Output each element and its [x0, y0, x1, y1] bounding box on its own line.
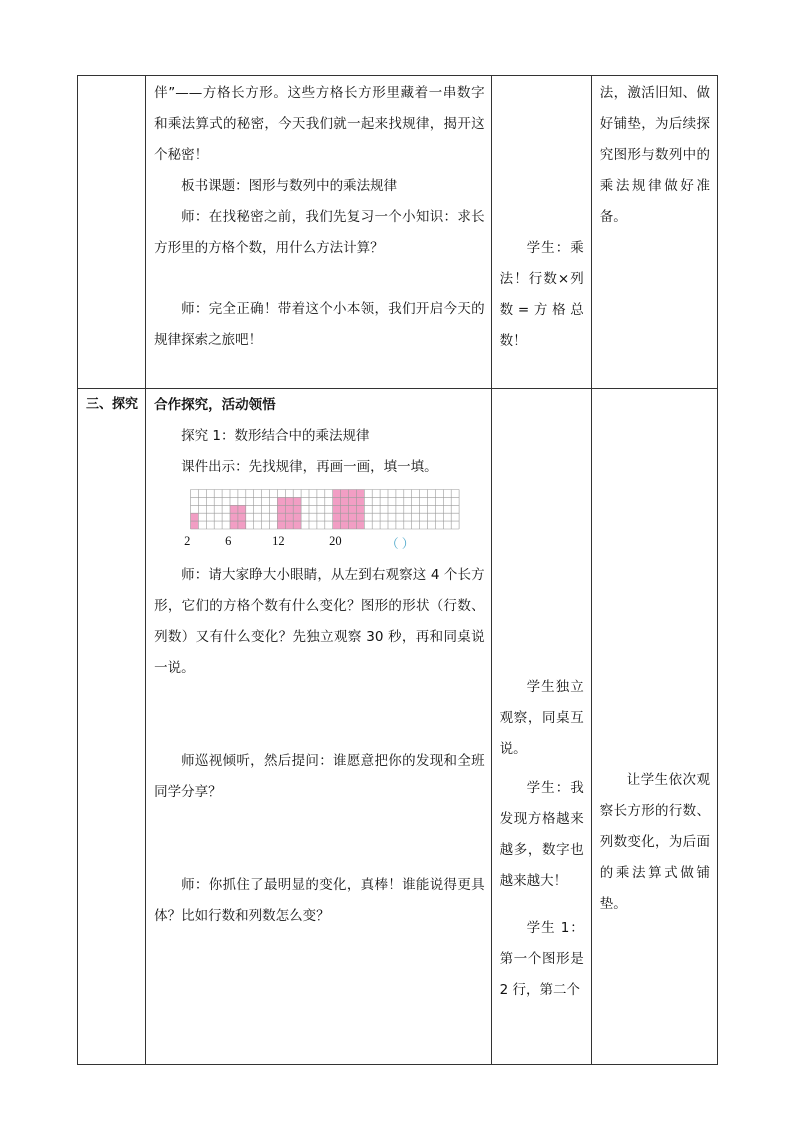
paragraph: 师：请大家睁大小眼睛，从左到右观察这 4 个长方形，它们的方格个数有什么变化？图形的形状（行数、列数）又有什么变化？先独立观察 30 秒，再和同桌说一说。	[154, 567, 485, 676]
sequence-number: 20	[329, 534, 342, 548]
answer-blank: （ ）	[386, 537, 415, 551]
sequence-number: 6	[225, 534, 232, 548]
section-heading: 合作探究，活动领悟	[154, 397, 276, 413]
student-response: 学生：乘法！行数×列数=方格总数！	[499, 240, 584, 349]
paragraph: 师：你抓住了最明显的变化，真棒！谁能说得更具体？比如行数和列数怎么变？	[154, 877, 485, 924]
label-cell	[78, 389, 146, 1065]
board-title: 板书课题：图形与数列中的乘法规律	[181, 178, 398, 194]
lesson-plan-table	[77, 75, 718, 1065]
student-response: 学生独立观察，同桌互说。	[499, 679, 584, 757]
table-row	[78, 389, 718, 1065]
paragraph: 师：在找秘密之前，我们先复习一个小知识：求长方形里的方格个数，用什么方法计算？	[154, 209, 485, 256]
section-label: 三、探究	[86, 397, 139, 412]
student-activity-cell	[491, 389, 591, 1065]
design-intent-cell	[591, 389, 717, 1065]
design-intent: 法，激活旧知、做好铺垫，为后续探究图形与数列中的乘法规律做好准备。	[599, 85, 710, 225]
number-sequence	[154, 532, 485, 554]
student-response: 学生 1：第一个图形是 2 行，第二个	[499, 920, 584, 998]
student-activity-cell	[491, 76, 591, 389]
paragraph: 师：完全正确！带着这个小本领，我们开启今天的规律探索之旅吧！	[154, 301, 485, 348]
student-response: 学生：我发现方格越来越多，数字也越来越大！	[499, 780, 584, 889]
paragraph: 师巡视倾听，然后提问：谁愿意把你的发现和全班同学分享？	[154, 753, 485, 800]
teaching-process-cell	[146, 76, 492, 389]
table-row	[78, 76, 718, 389]
courseware-instruction: 课件出示：先找规律，再画一画，填一填。	[181, 459, 438, 475]
label-cell	[78, 76, 146, 389]
design-intent-cell	[591, 76, 717, 389]
design-intent: 让学生依次观察长方形的行数、列数变化，为后面的乘法算式做铺垫。	[599, 772, 710, 912]
grid-rectangles-figure	[190, 489, 462, 532]
paragraph: 伴”——方格长方形。这些方格长方形里藏着一串数字和乘法算式的秘密，今天我们就一起来找规律，揭开这个秘密！	[154, 85, 485, 163]
teaching-process-cell	[146, 389, 492, 1065]
sequence-number: 2	[184, 534, 191, 548]
sequence-number: 12	[272, 534, 285, 548]
explore-title: 探究 1：数形结合中的乘法规律	[181, 428, 370, 444]
